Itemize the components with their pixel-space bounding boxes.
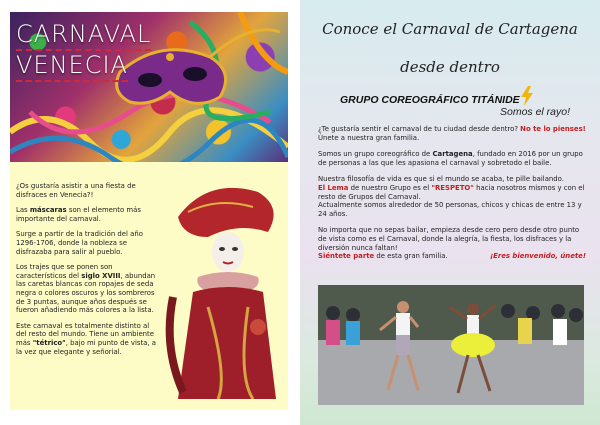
text-span: No importa que no sepas bailar, empieza desde cero pero desde otro punto de vista como es el Carnaval, donde la alegría, la fiesta, los disfraces y la diversión nunca faltan! [318, 226, 580, 252]
right-body-text [318, 125, 586, 269]
left-paragraph-3: Surge a partir de la tradición del año 1296-1706, donde la nobleza se disfrazaba para salir al pueblo. [16, 230, 143, 256]
right-page [300, 0, 600, 425]
text-span: Este carnaval es totalmente distinto al del resto del mundo. Tiene un ambiente más [16, 321, 154, 347]
group-title: GRUPO COREOGRÁFICO TITÁNIDE [340, 94, 520, 106]
title-line-2: VENECIA [16, 51, 128, 82]
left-page [10, 12, 288, 410]
text-span: , abundan las caretas blancas con ropajes de seda negra o colores oscuros y los sombreros de 3 puntas, aunque años después se fueron añadiendo más colores a la lista. [16, 271, 156, 315]
right-paragraph-3 [318, 175, 586, 218]
sign-row [318, 252, 586, 261]
dancers-photo [318, 285, 584, 405]
text-span: Las [16, 206, 30, 215]
right-paragraph-4 [318, 226, 586, 260]
text-span: hacia nosotros mismos y con el resto de Grupos del Carnaval. [318, 183, 585, 201]
venetian-costume-photo [158, 177, 286, 399]
text-span: de nuestro Grupo es el [348, 183, 432, 192]
highlight-span: Siéntete parte [318, 252, 375, 261]
highlight-span: No te lo pienses! [520, 125, 586, 133]
text-span: de esta gran familia. [374, 252, 448, 261]
slogan: Somos el rayo! [500, 106, 571, 118]
text-span: ¿Te gustaría sentir el carnaval de tu ciudad desde dentro? [318, 125, 521, 133]
bold-span: "tétrico" [32, 338, 66, 347]
text-span: , fundado en 2016 por un grupo de personas a las que les apasiona el carnaval y sobretodo el baile. [318, 150, 583, 167]
text-span: Únete a nuestra gran familia. [318, 133, 420, 142]
bold-span: máscaras [29, 206, 67, 215]
left-paragraph-2 [16, 206, 158, 223]
left-paragraph-1: ¿Os gustaría asistir a una fiesta de disfraces en Venecia?! [16, 182, 136, 199]
text-span: Los trajes que se ponen son característicos del [16, 263, 113, 280]
text-span: Somos un grupo coreográfico de [318, 150, 433, 159]
title-line-1: CARNAVAL [16, 20, 151, 51]
highlight-span: "RESPETO" [431, 183, 474, 192]
lightning-icon [520, 86, 534, 106]
text-span: Nuestra filosofía de vida es que si el mundo se acaba, te pille bailando. [318, 175, 564, 184]
left-paragraph-4 [16, 263, 158, 315]
right-paragraph-2 [318, 150, 586, 167]
bold-span: siglo XVIII [81, 271, 121, 280]
carnival-mask-photo [10, 12, 288, 162]
text-span: , bajo mi punto de vista, a la vez que elegante y señorial. [16, 338, 156, 356]
script-title-line-2: desde dentro [400, 58, 500, 76]
sign-text [318, 252, 448, 261]
left-body-text [16, 182, 158, 363]
left-paragraph-5 [16, 322, 158, 356]
bold-span: Cartagena [432, 150, 473, 159]
right-paragraph-1 [318, 125, 586, 142]
text-span: son el elemento más importante del carnaval. [16, 206, 141, 223]
text-span: Actualmente somos alrededor de 50 personas, chicos y chicas de entre 13 y 24 años. [318, 201, 582, 218]
highlight-span: El Lema [318, 183, 349, 192]
script-title-line-1: Conoce el Carnaval de Cartagena [322, 20, 578, 38]
welcome-text: ¡Eres bienvenido, únete! [489, 252, 586, 261]
left-title [16, 20, 151, 82]
